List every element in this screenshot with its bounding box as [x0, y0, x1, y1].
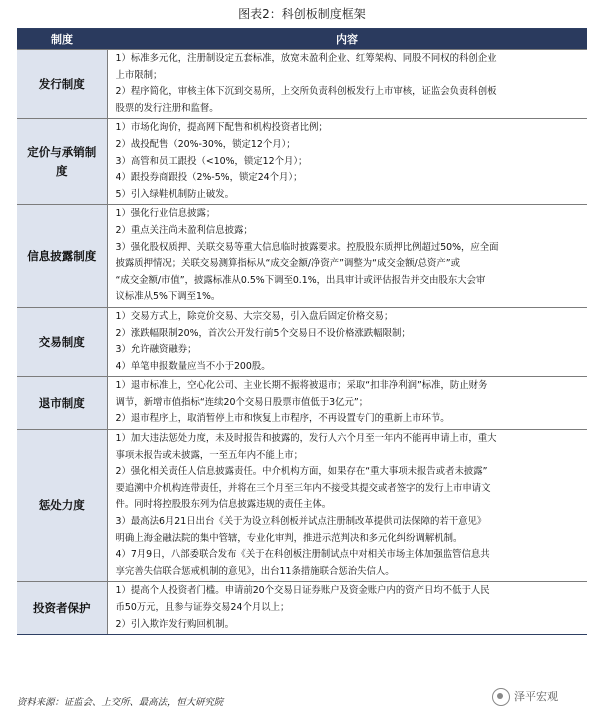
- category-cell: 定价与承销制度: [17, 119, 107, 205]
- content-line: 1）加大违法惩处力度，未及时报告和披露的，发行人六个月至一年内不能再申请上市，重大: [115, 433, 497, 445]
- header-category: 制度: [17, 29, 107, 50]
- content-cell: [107, 119, 587, 205]
- content-cell: [107, 205, 587, 308]
- content-line: 2）重点关注尚未盈利信息披露；: [115, 224, 253, 236]
- content-line: 事项未报告或未披露，一至五年内不能上市；: [115, 449, 304, 461]
- content-line: 1）退市标准上，空心化公司、主业长期不振将被退市；采取“扣非净利润”标准，防止财务: [115, 380, 488, 392]
- content-line: 2）战投配售（20%-30%，锁定12个月）；: [115, 138, 296, 150]
- wechat-logo-icon: [492, 688, 510, 706]
- content-line: 3）最高法6月21日出台《关于为设立科创板并试点注册制改革提供司法保障的若干意见》: [115, 516, 487, 528]
- table-row-investor-protection: [17, 582, 587, 634]
- watermark: [492, 686, 604, 708]
- framework-table-frame: [17, 28, 587, 635]
- content-line: 享完善失信联合惩戒机制的意见》，出台11条措施联合惩治失信人。: [115, 565, 395, 577]
- table-row-issuance: [17, 50, 587, 119]
- content-line: 要追溯中介机构连带责任，并将在三个月至三年内不接受其提交或者签字的发行上市申请文: [115, 482, 491, 494]
- content-line: 件。同时将控股股东列为信息披露违规的责任主体。: [115, 499, 332, 511]
- table-header-row: [17, 29, 587, 50]
- content-cell: [107, 377, 587, 430]
- content-line: 2）程序简化，审核主体下沉到交易所，上交所负责科创板发行上市审核，证监会负责科创板: [115, 86, 497, 98]
- table-row-pricing-underwriting: [17, 119, 587, 205]
- source-note: 资料来源：证监会、上交所、最高法，恒大研究院: [17, 697, 224, 708]
- category-cell: 发行制度: [17, 50, 107, 119]
- content-line: 1）交易方式上，除竞价交易、大宗交易，引入盘后固定价格交易；: [115, 310, 394, 322]
- table-body: [17, 50, 587, 635]
- content-cell: [107, 50, 587, 119]
- content-line: 股票的发行注册和监督。: [115, 102, 219, 114]
- content-line: 上市限制；: [115, 69, 163, 81]
- content-line: 币50万元，且参与证券交易24个月以上；: [115, 602, 290, 613]
- content-line: 明确上海金融法院的集中管辖，专业化审判，推进示范判决和多元化纠纷调解机制。: [115, 532, 463, 544]
- content-line: 议标准从5%下调至1%。: [115, 291, 221, 303]
- content-line: 2）退市程序上，取消暂停上市和恢复上市程序，不再设置专门的重新上市环节。: [115, 413, 450, 425]
- content-line: 1）提高个人投资者门槛。申请前20个交易日证券账户及资金账户内的资产日均不低于人民: [115, 585, 490, 597]
- category-cell: 交易制度: [17, 307, 107, 376]
- content-line: 3）允许融资融券；: [115, 344, 197, 356]
- header-content: 内容: [107, 29, 587, 50]
- content-line: 披露质押情况；关联交易测算指标从“成交金额/净资产”调整为“成交金额/总资产”或: [115, 258, 460, 270]
- content-line: 调节，新增市值指标“连续20个交易日股票市值低于3亿元”；: [115, 396, 369, 408]
- content-line: 2）涨跌幅限制20%，首次公开发行前5个交易日不设价格涨跌幅限制；: [115, 327, 411, 339]
- content-line: 2）引入欺诈发行购回机制。: [115, 618, 234, 630]
- table-row-delisting: [17, 377, 587, 430]
- content-line: 4）单笔申报数量应当不小于200股。: [115, 360, 271, 372]
- content-cell: [107, 430, 587, 582]
- content-line: 2）强化相关责任人信息披露责任。中介机构方面，如果存在“重大事项未报告或者未披露”: [115, 466, 488, 478]
- category-cell: 信息披露制度: [17, 205, 107, 308]
- content-line: “成交金额/市值”，披露标准从0.5%下调至0.1%，出具审计或评估报告并交由股东大会审: [115, 274, 486, 286]
- table-row-disclosure: [17, 205, 587, 308]
- content-cell: [107, 307, 587, 376]
- table-row-penalty: [17, 430, 587, 582]
- content-line: 1）标准多元化，注册制设定五套标准，放宽未盈利企业、红筹架构、同股不同权的科创企业: [115, 53, 497, 64]
- table-row-trading: [17, 307, 587, 376]
- content-line: 5）引入绿鞋机制防止破发。: [115, 188, 234, 200]
- figure-title: 图表2：科创板制度框架: [238, 7, 366, 21]
- content-cell: [107, 582, 587, 634]
- content-line: 3）强化股权质押、关联交易等重大信息临时披露要求。控股股东质押比例超过50%，应全面: [115, 241, 499, 253]
- framework-table: [17, 29, 587, 634]
- content-line: 3）高管和员工跟投（<10%，锁定12个月）；: [115, 155, 308, 167]
- category-cell: 投资者保护: [17, 582, 107, 634]
- content-line: 1）强化行业信息披露；: [115, 208, 216, 220]
- content-line: 4）跟投券商跟投（2%-5%，锁定24个月）；: [115, 172, 303, 184]
- content-line: 1）市场化询价，提高网下配售和机构投资者比例；: [115, 122, 328, 134]
- category-cell: 惩处力度: [17, 430, 107, 582]
- category-cell: 退市制度: [17, 377, 107, 430]
- content-line: 4）7月9日，八部委联合发布《关于在科创板注册制试点中对相关市场主体加强监管信息共: [115, 549, 490, 561]
- watermark-label: 泽平宏观: [514, 690, 558, 703]
